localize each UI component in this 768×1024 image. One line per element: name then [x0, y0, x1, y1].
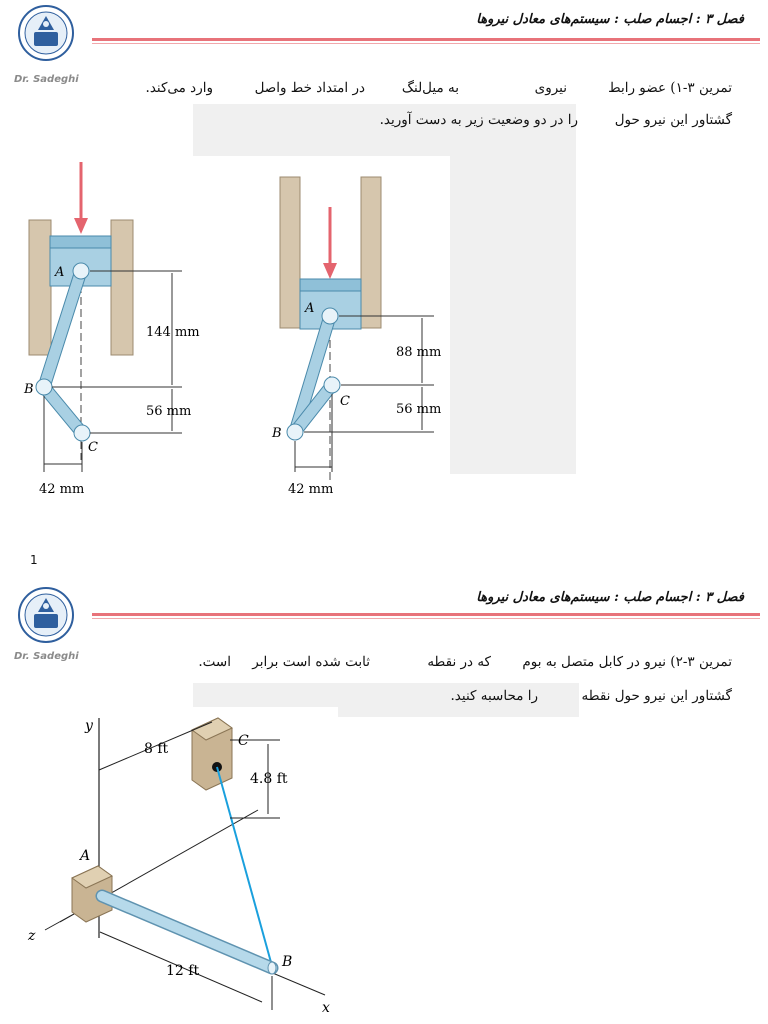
pin-C	[324, 377, 340, 393]
boom-end-B	[268, 962, 276, 974]
exercise2-moment-about: گشتاور این نیرو حول نقطه	[581, 688, 732, 704]
exercise1-moment-about: گشتاور این نیرو حول	[614, 112, 732, 128]
exercise1-instruction: را در دو وضعیت زیر به دست آورید.	[379, 112, 578, 128]
figure-background	[450, 104, 576, 474]
crank-figure-left	[0, 150, 240, 500]
author-name-2: Dr. Sadeghi	[14, 651, 79, 662]
label-C: C	[340, 394, 350, 409]
exercise2-prefix: تمرین ۳-۲) نیرو در کابل متصل به بوم	[522, 654, 732, 670]
exercise2-instruction: را محاسبه کنید.	[450, 688, 538, 704]
exercise2-word-fixed: ثابت شده است برابر	[252, 654, 370, 670]
cylinder-wall-left	[280, 177, 300, 328]
dimension-label-1: 88 mm	[396, 345, 442, 360]
exercise1-word-applies: وارد می‌کند.	[145, 80, 213, 96]
pin-A	[322, 308, 338, 324]
dimension-label-2: 56 mm	[396, 402, 442, 417]
piston-top	[300, 279, 361, 291]
dimension-label-3: 42 mm	[39, 482, 85, 497]
chapter-title: فصل ۳ : اجسام صلب : سیستم‌های معادل نیروها	[476, 12, 744, 27]
piston-top	[50, 236, 111, 248]
pin-A	[73, 263, 89, 279]
axis-label-z: z	[28, 928, 36, 944]
label-B: B	[24, 382, 34, 397]
label-C: C	[238, 733, 249, 749]
dimension-label-4-8ft: 4.8 ft	[250, 771, 288, 787]
dimension-label-12ft: 12 ft	[166, 963, 200, 979]
label-A: A	[55, 265, 65, 280]
header-rule-thin-2	[92, 618, 760, 619]
axis-label-x: x	[322, 1000, 330, 1016]
author-name: Dr. Sadeghi	[14, 74, 79, 85]
cable-BC	[217, 767, 272, 966]
dimension-label-2: 56 mm	[146, 404, 192, 419]
university-logo	[17, 4, 75, 62]
boom-figure	[0, 700, 345, 1024]
label-B: B	[282, 954, 293, 970]
pin-B	[287, 424, 303, 440]
exercise2-word-point: که در نقطه	[427, 654, 491, 670]
label-C: C	[88, 440, 98, 455]
university-logo-2	[17, 586, 75, 644]
chapter-title-2: فصل ۳ : اجسام صلب : سیستم‌های معادل نیروها	[476, 590, 744, 605]
cylinder-wall-left	[29, 220, 51, 355]
dimension-label-8ft: 8 ft	[144, 741, 169, 757]
equation-placeholder-3	[338, 707, 579, 717]
axis-label-y: y	[85, 718, 93, 734]
force-arrow-head	[323, 263, 337, 279]
header-rule	[92, 38, 760, 41]
cylinder-wall-right	[111, 220, 133, 355]
pin-B	[36, 379, 52, 395]
exercise2-word-is: است.	[198, 654, 231, 670]
exercise1-word-crank: به میل‌لنگ	[401, 80, 459, 96]
dimension-label-1: 144 mm	[146, 325, 200, 340]
header-rule-2	[92, 613, 760, 616]
label-A: A	[305, 301, 315, 316]
exercise1-prefix: تمرین ۳-۱) عضو رابط	[608, 80, 732, 96]
header-rule-thin	[92, 43, 760, 44]
exercise1-word-force: نیروی	[534, 80, 567, 96]
pin-C	[74, 425, 90, 441]
label-B: B	[272, 426, 282, 441]
crank-figure-right	[250, 150, 460, 500]
force-arrow-head	[74, 218, 88, 234]
crank	[44, 387, 82, 433]
exercise1-word-line: در امتداد خط واصل	[254, 80, 365, 96]
cylinder-wall-right	[361, 177, 381, 328]
page-number: 1	[30, 553, 38, 567]
boom-AB	[102, 896, 272, 968]
label-A: A	[80, 848, 91, 864]
dimension-label-3: 42 mm	[288, 482, 334, 497]
